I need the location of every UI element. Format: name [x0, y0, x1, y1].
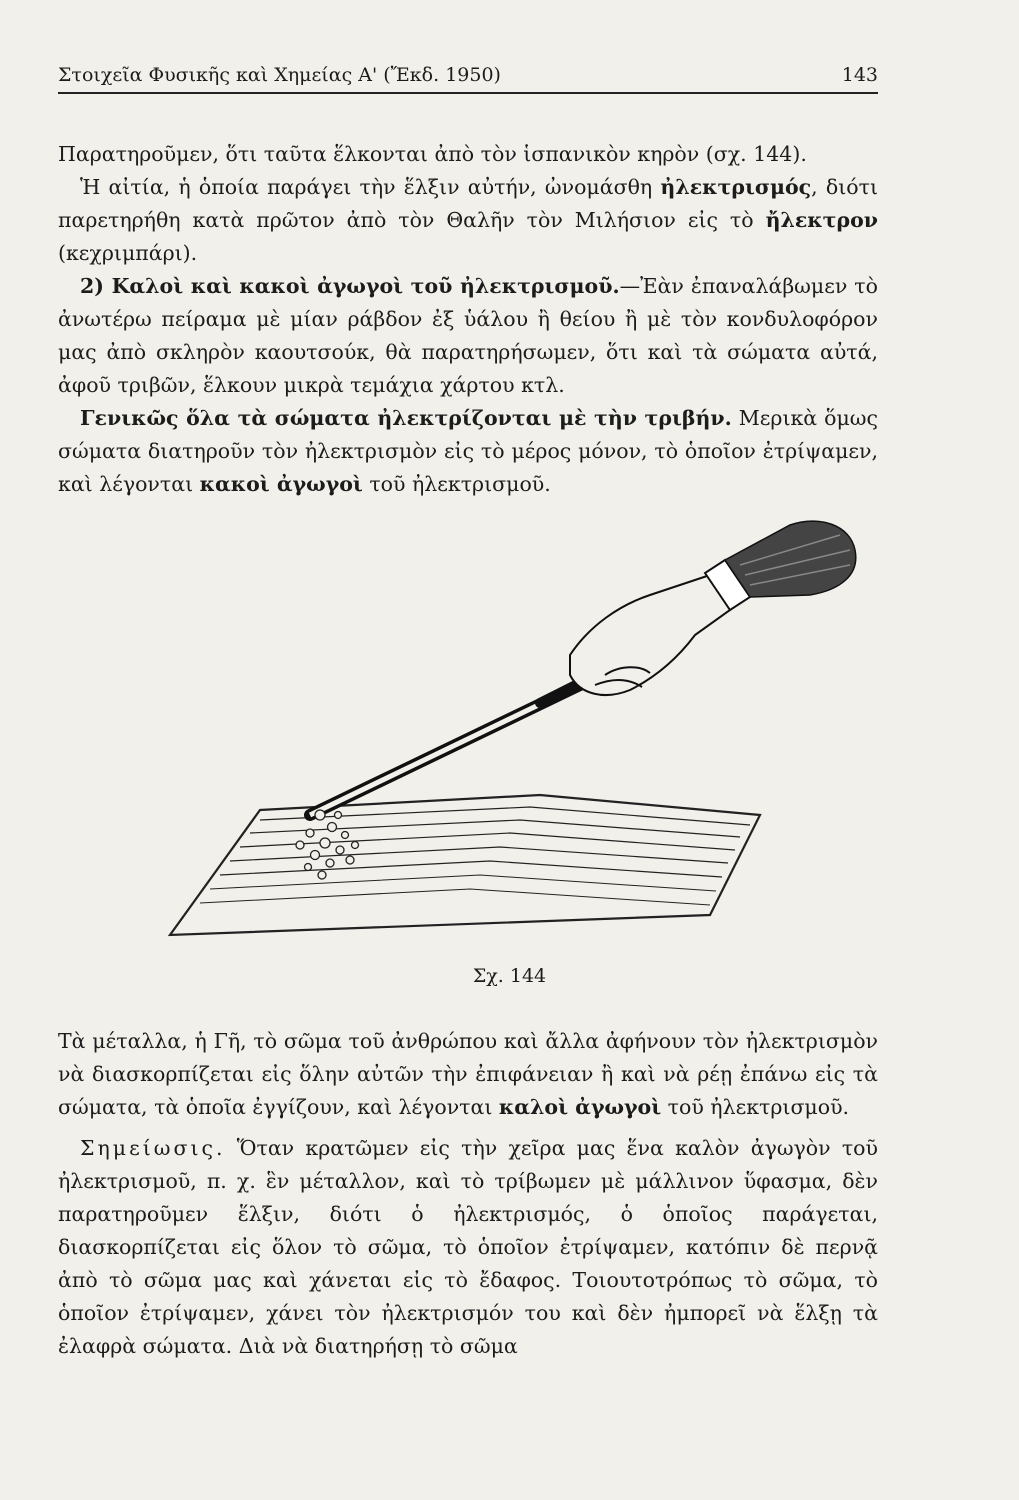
term-bad-conductors: κακοὶ ἀγωγοὶ — [199, 472, 363, 496]
paragraph-4-text-b: Μερικὰ ὅμως σώματα διατηροῦν τὸν ἠλεκτρισμὸν εἰς τὸ μέρος μόνον, τὸ ὁποῖον ἐτρίψαμεν, καὶ λέγονται — [58, 406, 878, 496]
paragraph-4 — [58, 402, 878, 501]
paragraph-4-emphasis: Γενικῶς ὅλα τὰ σώματα ἠλεκτρίζονται μὲ τὴν τριβήν. — [80, 406, 732, 430]
term-amber: ἤλεκτρον — [765, 208, 878, 232]
paper-sheet — [170, 795, 760, 935]
page-number: 143 — [841, 64, 878, 86]
term-good-conductors: καλοὶ ἀγωγοὶ — [498, 1095, 662, 1119]
paragraph-3-text: —Ἐὰν ἐπαναλάβωμεν τὸ ἀνωτέρω πείραμα μὲ μίαν ράβδον ἐξ ὑάλου ἢ θείου ἢ μὲ τὸν κονδυλοφόρον μας ἀπὸ σκληρὸν καουτσούκ, θὰ παρατηρήσωμεν, ὅτι καὶ τὰ σώματα αὐτά, ἀφοῦ τριβῶν, ἕλκουν μικρὰ τεμάχια χάρτου κτλ. — [58, 274, 878, 397]
hand-drawing — [570, 560, 750, 695]
paragraph-2-text-c: , διότι παρετηρήθη κατὰ πρῶτον ἀπὸ τὸν Θαλῆν τὸν Μιλήσιον εἰς τὸ — [58, 175, 878, 232]
paragraph-5-text-c: τοῦ ἠλεκτρισμοῦ. — [661, 1095, 850, 1119]
cloth-sleeve — [725, 521, 856, 597]
section-title: 2) Καλοὶ καὶ κακοὶ ἀγωγοὶ τοῦ ἠλεκτρισμοῦ. — [80, 274, 620, 298]
paragraph-2-text-e: (κεχριμπάρι). — [58, 241, 198, 265]
paragraph-6-note — [58, 1132, 878, 1363]
figure-caption: Σχ. 144 — [472, 965, 547, 987]
figure-144-illustration — [150, 515, 880, 960]
running-header — [58, 64, 878, 94]
header-title: Στοιχεῖα Φυσικῆς καὶ Χημείας Α' (Ἔκδ. 1950) — [58, 64, 501, 86]
paragraph-5 — [58, 1025, 878, 1124]
paragraph-2 — [58, 171, 878, 270]
paragraph-1: Παρατηροῦμεν, ὅτι ταῦτα ἕλκονται ἀπὸ τὸν ἱσπανικὸν κηρὸν (σχ. 144). — [58, 142, 807, 166]
paragraph-2-text-a: Ἡ αἰτία, ἡ ὁποία παράγει τὴν ἕλξιν αὐτήν, ὠνομάσθη — [80, 175, 661, 199]
body-text-top — [58, 138, 878, 501]
note-text: Ὅταν κρατῶμεν εἰς τὴν χεῖρα μας ἕνα καλὸν ἀγωγὸν τοῦ ἠλεκτρισμοῦ, π. χ. ἓν μέταλλον, καὶ τὸ τρίβωμεν μὲ μάλλινον ὕφασμα, δὲν παρατηροῦμεν ἕλξιν, διότι ὁ ἠλεκτρισμός, ὁ ὁποῖος παράγεται, διασκορπίζεται εἰς ὅλον τὸ σῶμα, τὸ ὁποῖον ἐτρίψαμεν, κατόπιν δὲ περνᾷ ἀπὸ τὸ σῶμα μας καὶ χάνεται εἰς τὸ ἔδαφος. Τοιουτοτρόπως τὸ σῶμα, τὸ ὁποῖον ἐτρίψαμεν, χάνει τὸν ἠλεκτρισμόν του καὶ δὲν ἠμπορεῖ νὰ ἕλξῃ τὰ ἐλαφρὰ σώματα. Διὰ νὰ διατηρήσῃ τὸ σῶμα — [58, 1136, 878, 1358]
body-text-bottom — [58, 1025, 878, 1363]
paragraph-4-text-d: τοῦ ἠλεκτρισμοῦ. — [362, 472, 551, 496]
note-label: Σημείωσις. — [80, 1136, 226, 1160]
paragraph-3 — [58, 270, 878, 402]
paragraph-5-text-a: Τὰ μέταλλα, ἡ Γῆ, τὸ σῶμα τοῦ ἀνθρώπου καὶ ἄλλα ἀφήνουν τὸν ἠλεκτρισμὸν νὰ διασκορπίζεται εἰς ὅλην αὐτῶν τὴν ἐπιφάνειαν ἢ καὶ νὰ ρέῃ ἐπάνω εἰς τὰ σώματα, τὰ ὁποῖα ἐγγίζουν, καὶ λέγονται — [58, 1029, 878, 1119]
term-electricity: ἠλεκτρισμός — [660, 175, 812, 199]
